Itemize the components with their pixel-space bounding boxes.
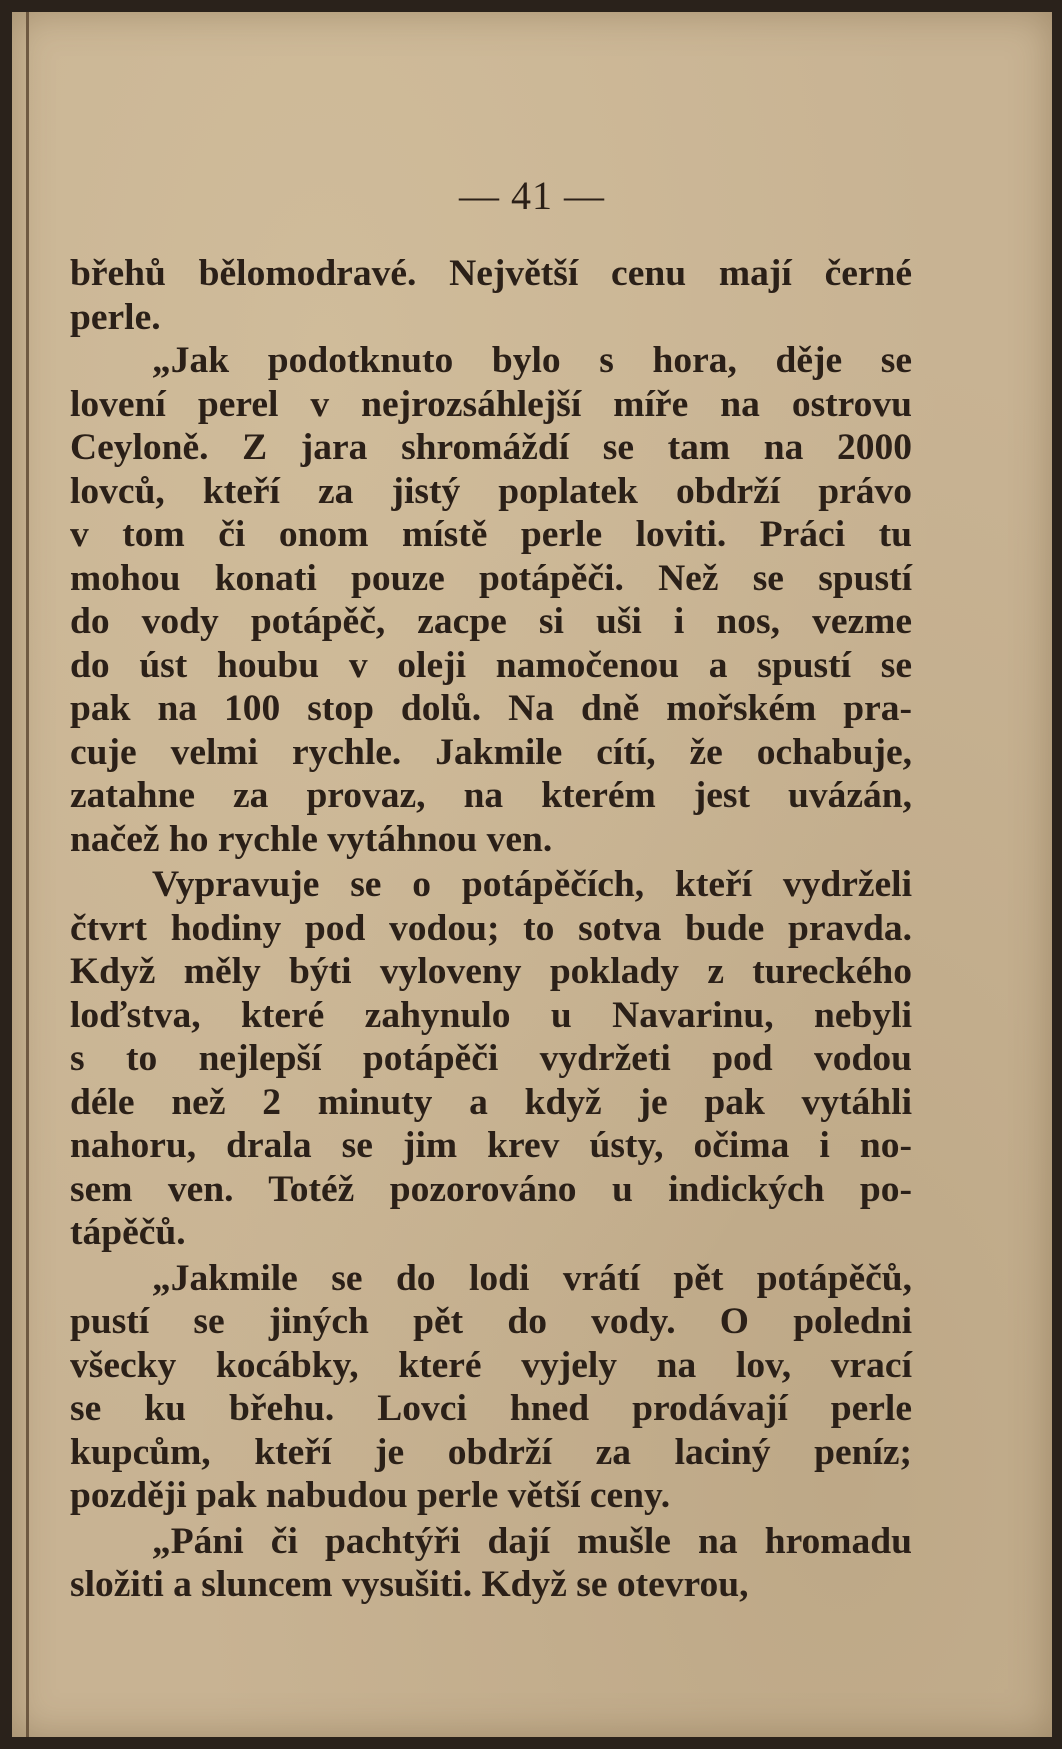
text-line: tápěčů. [70,1212,186,1253]
text-line: do vody potápěč, zacpe si uši i nos, vezme [70,601,912,642]
text-line: lovců, kteří za jistý poplatek obdrží právo [70,470,912,512]
paragraph [70,339,912,861]
text-line: „Jakmile se do lodi vrátí pět potápěčů, [152,1257,912,1299]
text-line: se ku břehu. Lovci hned prodávají perle [70,1388,912,1429]
text-line: lovení perel v nejrozsáhlejší míře na ostrovu [70,383,912,425]
text-line: načež ho rychle vytáhnou ven. [70,818,553,860]
paragraph [70,1520,912,1607]
paragraph [70,863,912,1255]
text-line: později pak nabudou perle větší ceny. [70,1475,671,1516]
book-page [12,12,1052,1737]
text-line: pustí se jiných pět do vody. O poledni [70,1301,912,1342]
text-line: Vypravuje se o potápěčích, kteří vydrželi [152,864,912,905]
text-line: složiti a sluncem vysušiti. Když se otevrou, [70,1564,749,1605]
text-line: „Jak podotknuto bylo s hora, děje se [152,340,912,381]
text-line: Ceyloně. Z jara shromáždí se tam na 2000 [70,427,912,468]
text-line: do úst houbu v oleji namočenou a spustí se [70,644,912,686]
text-line: cuje velmi rychle. Jakmile cítí, že ochabuje, [70,731,912,773]
text-line: „Páni či pachtýři dají mušle na hromadu [152,1520,912,1562]
text-line: sem ven. Totéž pozorováno u indických po- [70,1168,912,1210]
text-line: pak na 100 stop dolů. Na dně mořském pra- [70,688,912,729]
text-line: déle než 2 minuty a když je pak vytáhli [70,1081,912,1123]
text-line: loďstva, které zahynulo u Navarinu, nebyli [70,994,912,1036]
paragraph [70,1257,912,1518]
text-line: všecky kocábky, které vyjely na lov, vrací [70,1344,912,1386]
body-text [70,252,912,1607]
text-line: kupcům, kteří je obdrží za laciný peníz; [70,1431,912,1473]
text-line: s to nejlepší potápěči vydržeti pod vodou [70,1038,912,1079]
text-line: nahoru, drala se jim krev ústy, očima i no- [70,1125,912,1166]
text-line: mohou konati pouze potápěči. Než se spustí [70,557,912,599]
text-line: břehů bělomodravé. Největší cenu mají černé [70,253,912,294]
text-line: čtvrt hodiny pod vodou; to sotva bude pravda. [70,907,912,949]
page-binding-edge [26,12,29,1737]
text-line: v tom či onom místě perle loviti. Práci tu [70,514,912,555]
text-line: Když měly býti vyloveny poklady z tureckého [70,951,912,992]
page-number: — 41 — [459,173,605,218]
text-line: perle. [70,296,161,338]
text-line: zatahne za provaz, na kterém jest uvázán, [70,775,912,816]
paragraph [70,252,912,339]
